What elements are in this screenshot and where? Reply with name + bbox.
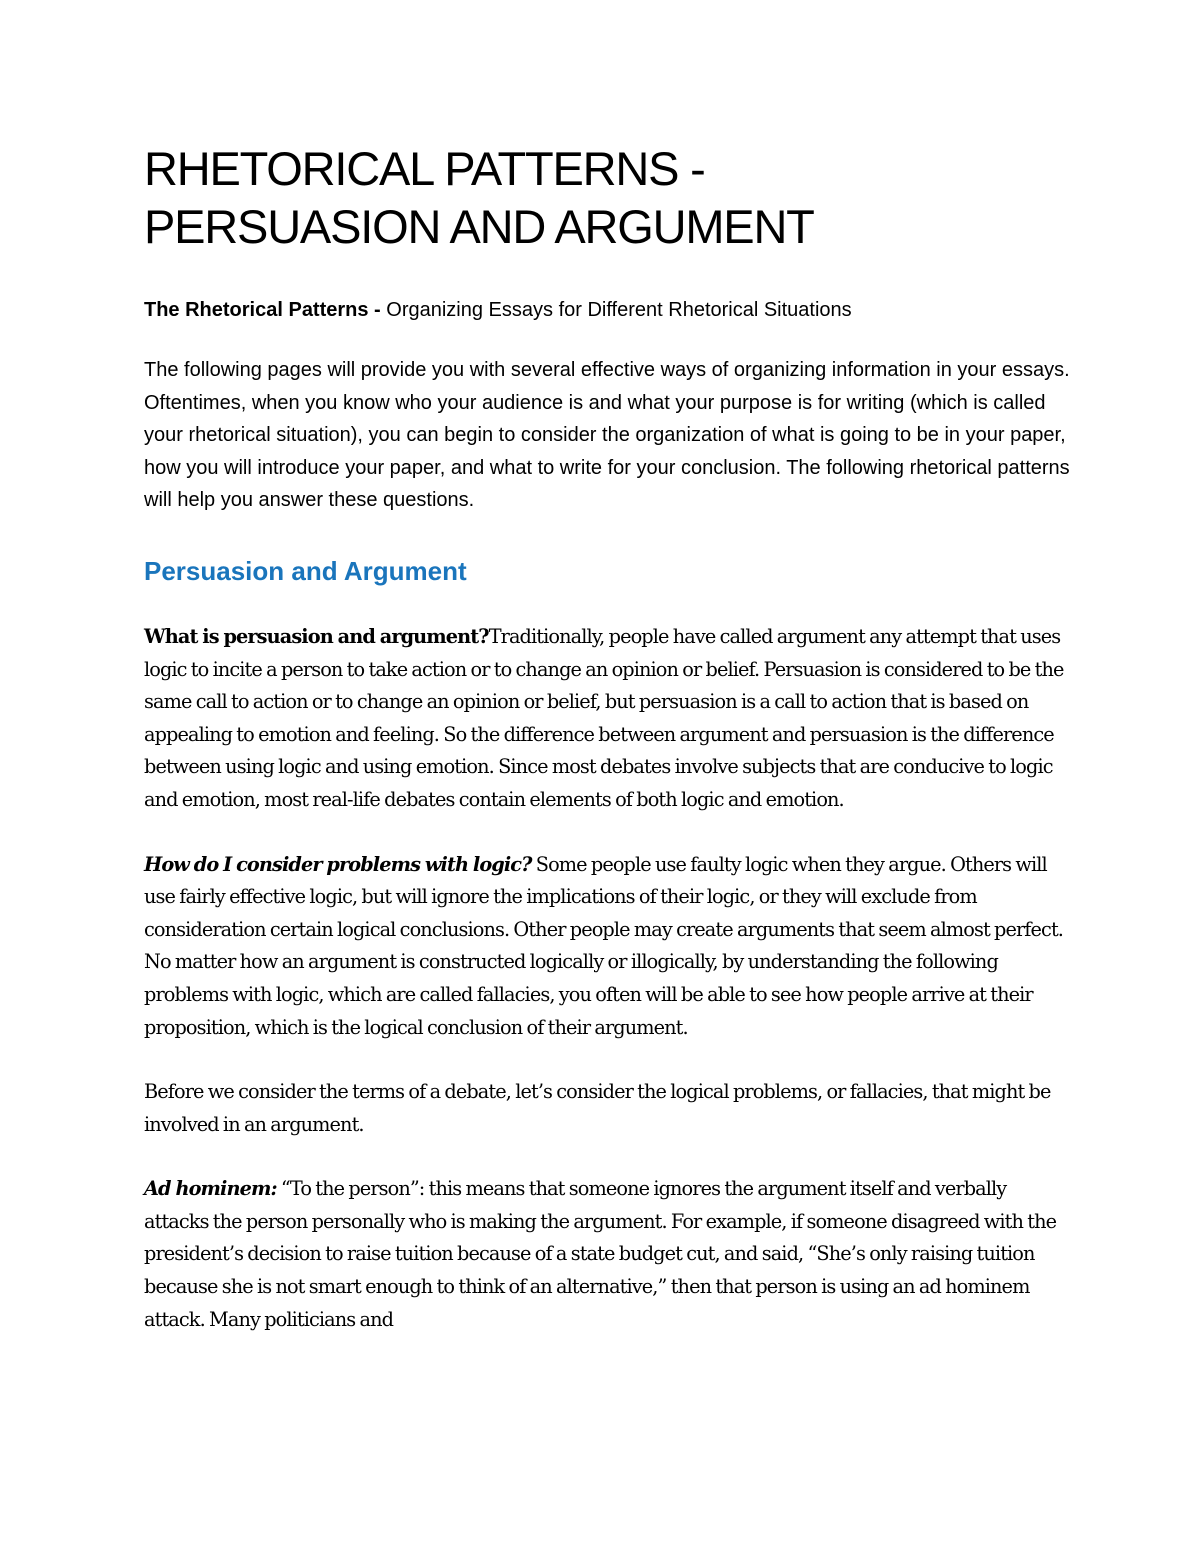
paragraph-lead: Ad hominem: <box>144 1177 277 1201</box>
paragraph-logic-problems <box>144 849 1074 1045</box>
intro-paragraph: The following pages will provide you with several effective ways of organizing information in your essays. Oftentimes, when you know who your audience is and what your purpose is for writing (which is called your rhetorical situation), you can begin to consider the organization of what is going to be in your paper, how you will introduce your paper, and what to write for your conclusion. The following rhetorical patterns will help you answer these questions. <box>144 359 1070 512</box>
document-subtitle <box>144 294 1074 326</box>
section-heading: Persuasion and Argument <box>144 555 467 586</box>
document-title <box>144 140 1074 256</box>
paragraph-persuasion-definition <box>144 621 1074 817</box>
paragraph-body: Traditionally, people have called argument any attempt that uses logic to incite a person to take action or to change an opinion or belief. Persuasion is considered to be the same call to action or to change an opinion or belief, but persuasion is a call to action that is based on appealing to emotion and feeling. So the difference between argument and persuasion is the difference between using logic and using emotion. Since most debates involve subjects that are conducive to logic and emotion, most real-life debates contain elements of both logic and emotion. <box>144 624 1064 811</box>
document-page <box>144 140 1074 1336</box>
paragraph-ad-hominem <box>144 1173 1074 1336</box>
paragraph-body: “To the person”: this means that someone ignores the argument itself and verbally attacks the person personally who is making the argument. For example, if someone disagreed with the president’s decision to raise tuition because of a state budget cut, and said, “She’s only raising tuition because she is not smart enough to think of an alternative,” then that person is using an ad hominem attack. Many politicians and <box>144 1177 1057 1331</box>
subtitle-bold: The Rhetorical Patterns - <box>144 299 381 321</box>
paragraph-lead: How do I consider problems with logic? <box>144 852 532 876</box>
subtitle-rest: Organizing Essays for Different Rhetorical Situations <box>380 299 852 321</box>
title-line-2: PERSUASION AND ARGUMENT <box>144 200 814 253</box>
paragraph-fallacies-intro: Before we consider the terms of a debate, let’s consider the logical problems, or fallacies, that might be involved in an argument. <box>144 1080 1051 1136</box>
paragraph-body: Some people use faulty logic when they argue. Others will use fairly effective logic, but will ignore the implications of their logic, or they will exclude from consideration certain logical conclusions. Other people may create arguments that seem almost perfect. No matter how an argument is constructed logically or illogically, by understanding the following problems with logic, which are called fallacies, you often will be able to see how people arrive at their proposition, which is the logical conclusion of their argument. <box>144 852 1064 1039</box>
title-line-1: RHETORICAL PATTERNS - <box>144 142 705 195</box>
paragraph-lead: What is persuasion and argument? <box>144 624 489 648</box>
